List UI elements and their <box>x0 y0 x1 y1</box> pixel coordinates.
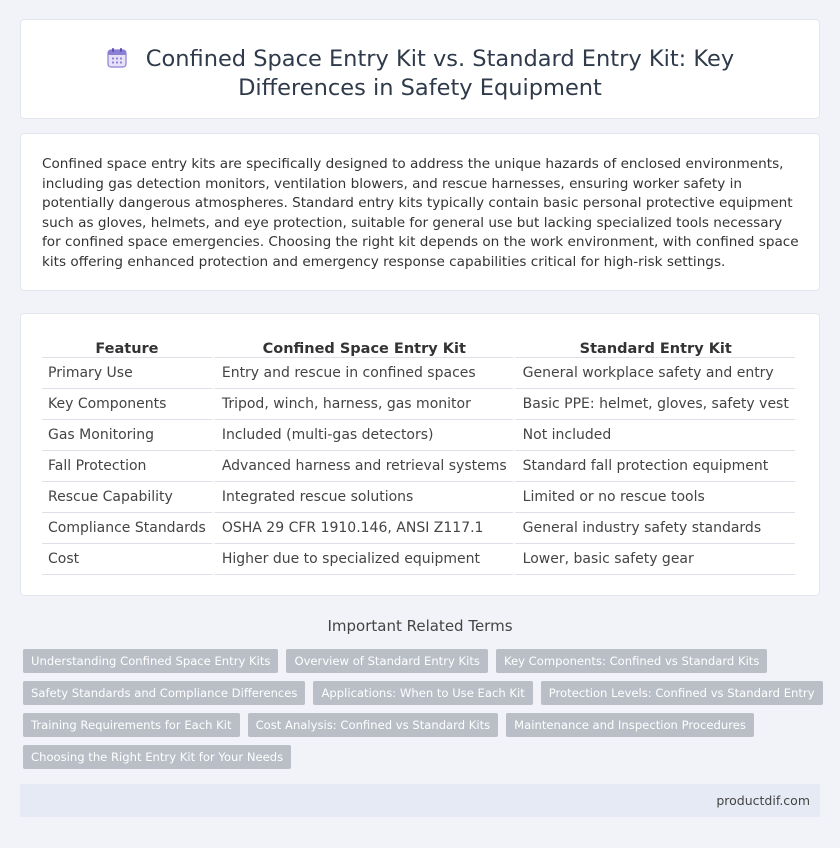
tag-row <box>23 681 813 705</box>
tag-link[interactable]: Applications: When to Use Each Kit <box>313 681 532 705</box>
table-cell: Fall Protection <box>42 451 212 482</box>
comparison-card <box>20 313 820 596</box>
tag-row <box>23 713 813 737</box>
tag-link[interactable]: Cost Analysis: Confined vs Standard Kits <box>248 713 499 737</box>
table-cell: Limited or no rescue tools <box>513 482 795 513</box>
intro-paragraph: Confined space entry kits are specifically designed to address the unique hazards of enclosed environments, including gas detection monitors, ventilation blowers, and rescue harnesses, ensuring worker safety in potentially dangerous atmospheres. Standard entry kits typically contain basic personal protective equipment such as gloves, helmets, and eye protection, suitable for general use but lacking specialized tools necessary for confined space emergencies. Choosing the right kit depends on the work environment, with confined space kits offering enhanced protection and emergency response capabilities critical for high-risk settings. <box>42 156 799 270</box>
table-cell: Included (multi-gas detectors) <box>212 420 513 451</box>
calendar-icon <box>106 47 128 69</box>
footer <box>20 784 820 817</box>
tag-row <box>23 649 813 673</box>
footer-site-link[interactable]: productdif.com <box>716 793 810 808</box>
table-cell: Standard fall protection equipment <box>513 451 795 482</box>
table-cell: Higher due to specialized equipment <box>212 544 513 575</box>
table-cell: General workplace safety and entry <box>513 358 795 389</box>
page-title: Confined Space Entry Kit vs. Standard Entry Kit: Key Differences in Safety Equipment <box>145 46 735 101</box>
table-cell: Advanced harness and retrieval systems <box>212 451 513 482</box>
table-cell: OSHA 29 CFR 1910.146, ANSI Z117.1 <box>212 513 513 544</box>
tag-link[interactable]: Maintenance and Inspection Procedures <box>506 713 754 737</box>
table-cell: Lower, basic safety gear <box>513 544 795 575</box>
title-card <box>20 19 820 119</box>
table-row <box>42 420 795 451</box>
header-confined-kit: Confined Space Entry Kit <box>212 334 513 358</box>
table-cell: Tripod, winch, harness, gas monitor <box>212 389 513 420</box>
table-cell: General industry safety standards <box>513 513 795 544</box>
table-cell: Integrated rescue solutions <box>212 482 513 513</box>
table-row <box>42 513 795 544</box>
tag-link[interactable]: Key Components: Confined vs Standard Kits <box>496 649 767 673</box>
table-cell: Rescue Capability <box>42 482 212 513</box>
table-cell: Gas Monitoring <box>42 420 212 451</box>
table-row <box>42 544 795 575</box>
page-title-wrap <box>21 45 819 103</box>
table-cell: Key Components <box>42 389 212 420</box>
tag-link[interactable]: Overview of Standard Entry Kits <box>286 649 488 673</box>
tag-link[interactable]: Choosing the Right Entry Kit for Your Needs <box>23 745 291 769</box>
header-standard-kit: Standard Entry Kit <box>513 334 795 358</box>
tag-link[interactable]: Safety Standards and Compliance Differences <box>23 681 305 705</box>
table-row <box>42 358 795 389</box>
table-cell: Basic PPE: helmet, gloves, safety vest <box>513 389 795 420</box>
table-cell: Cost <box>42 544 212 575</box>
related-terms-title: Important Related Terms <box>327 617 513 635</box>
tag-link[interactable]: Protection Levels: Confined vs Standard Entry <box>541 681 823 705</box>
related-terms-tags <box>23 649 813 777</box>
table-cell: Primary Use <box>42 358 212 389</box>
table-cell: Not included <box>513 420 795 451</box>
header-feature: Feature <box>42 334 212 358</box>
table-header-row <box>42 334 795 358</box>
intro-card <box>20 133 820 291</box>
table-cell: Entry and rescue in confined spaces <box>212 358 513 389</box>
tag-link[interactable]: Understanding Confined Space Entry Kits <box>23 649 278 673</box>
comparison-table <box>42 334 795 575</box>
table-row <box>42 389 795 420</box>
tag-link[interactable]: Training Requirements for Each Kit <box>23 713 240 737</box>
table-cell: Compliance Standards <box>42 513 212 544</box>
tag-row <box>23 745 813 769</box>
table-row <box>42 451 795 482</box>
table-row <box>42 482 795 513</box>
